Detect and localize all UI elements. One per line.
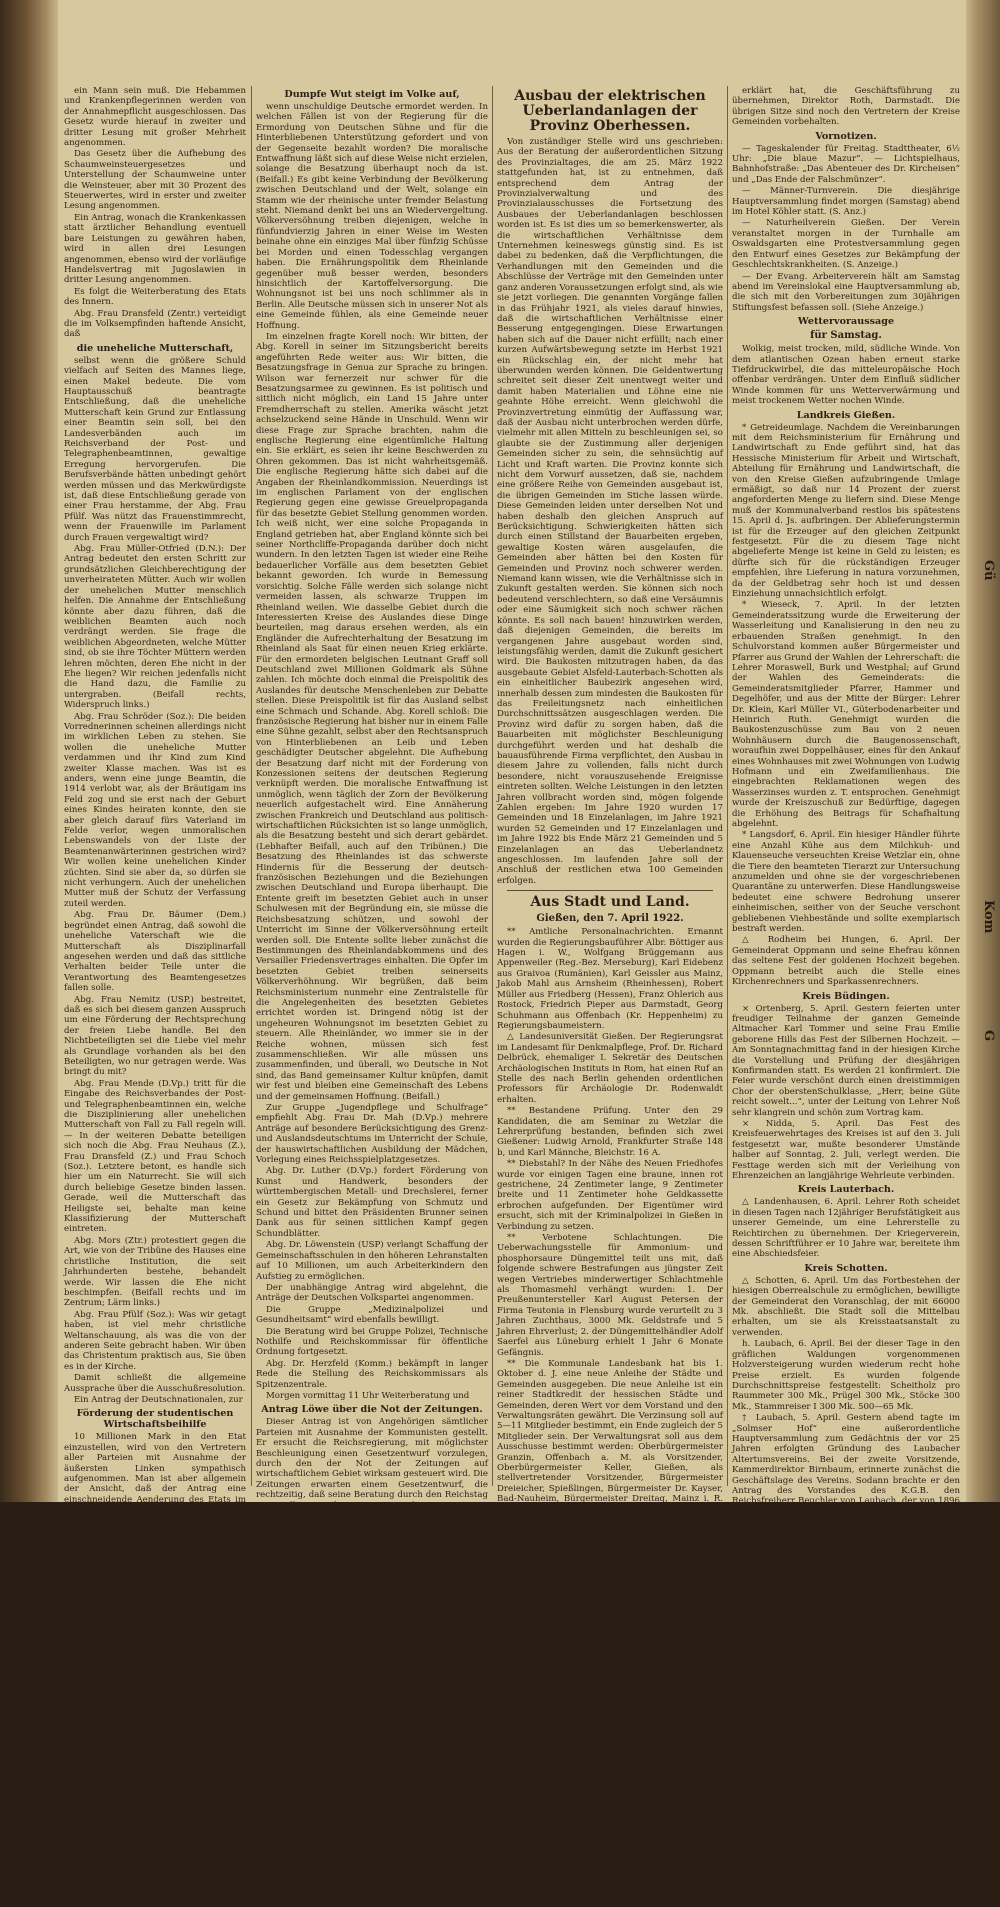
paragraph: Abg. Dr. Löwenstein (USP) verlangt Schaffung der Gemeinschaftsschulen in den höheren Lehranstalten auf 10 Millionen, um auch Arbeiterkindern den Aufstieg zu ermöglichen. — [256, 1240, 488, 1282]
subheading: Antrag Löwe über die Not der Zeitungen. — [261, 1404, 483, 1416]
paragraph: Ein Antrag der Deutschnationalen, zur — [74, 1394, 243, 1405]
paragraph: Abg. Koch-Weser (Dem.) befürwortet eine Entschließung wegen Errichtung eines Hochhauses in Berlin zur Unterbringung der hauptsächlichsten Regierungsstellen. Diese Entschließung wird angenommen, ebenso eine solche, über Vorlegung eines Lehrerbildungsgesetzes. — [64, 1527, 246, 1610]
column-1 — [64, 86, 246, 1907]
paragraph: — Naturheilverein Gießen. Der Verein veranstaltet morgen in der Turnhalle am Oswaldsgarten eine Protestversammlung gegen den Entwurf eines Gesetzes zur Bekämpfung der Geschlechtskrankheiten. (S. Anzeige.) — [732, 218, 960, 271]
paragraph: ** Amtliche Personalnachrichten. Ernannt wurden die Regierungsbauführer Albr. Böttiger aus Hagen i. W., Wolfgang Brüggemann aus Appenweiler (Reg.-Bez. Merseburg), Karl Eidebenz aus Graivoa (Rumänien), Karl Geissler aus Mainz, Jakob Mahl aus Arnsheim (Rheinhessen), Robert Müller aus Friedberg (Hessen), Franz Ohlerich aus Rostock, Friedrich Pieper aus Darmstadt, Georg Schuhmann aus Offenbach (Kr. Heppenheim) zu Regierungsbaumeistern. — [497, 927, 723, 1031]
paragraph: Abg. Dr. Luther (D.Vp.) fordert Förderung von Kunst und Handwerk, besonders der württembergischen Metall- und Drechslerei, ferner ein Gesetz zur Bekämpfung von Schmutz und Schund und bittet den Präsidenten Brunner seinen Dank aus für seinen sittlichen Kampf gegen Schundblätter. — [256, 1166, 488, 1239]
paragraph: Im einzelnen fragte Korell noch: Wir bitten, der Abg. Korell in seiner im Sitzungsbericht bereits angeführten Rede weiter aus: Wir bitten, die Besatzungsfrage in Genua zur Sprache zu bringen. Wilson war fernerzeit nur schwer für die Besatzungsarmee zu gewinnen. Es ist politisch und sittlich nicht möglich, ein Land 15 Jahre unter Fremdherrschaft zu stellen. Amerika wäscht jetzt achselzuckend seine Hände in Unschuld. Wenn wir diese Frage zur Sprache brachten, nahm die englische Regierung eine eigentümliche Haltung ein. Sie erklärt, es seien ihr keine Beschwerden zu Ohren gekommen. Das ist nicht wahrheitsgemäß. Die englische Regierung hätte sich dabei auf die Angaben der Rheinlandkommission. Neuerdings ist im englischen Parlament von der englischen Regierung gegen eine gewisse Greuelpropaganda für das besetzte Gebiet Stellung genommen worden. Ich weiß nicht, wer eine solche Propaganda in England getrieben hat, aber England könnte sich bei seiner Northcliffe-Propaganda darüber doch nicht wundern. In den letzten Tagen ist wieder eine Reihe bedauerlicher Vorfälle aus dem besetzten Gebiet bekannt geworden. Ich wurde in Bemessung vorsichtig. Solche Fälle werden sich solange nicht vermeiden lassen, als schwarze Truppen im Rheinland weilen. Wie dasselbe Gebiet durch die Interessierten Kreise des Auslandes diese Dinge beurteilen, mag daraus ersehen werden, als ein Engländer die Aufrechterhaltung der Besatzung im Rheinland als Saat für einen neuen Krieg erklärte. Für den ermordeten belgischen Leutnant Graff soll Deutschland zwei Millionen Goldmark als Sühne zahlen. Ich möchte doch einmal die Preispolitik des Auslandes für deutsche Menschenleben zur Debatte stellen. Diese Preispolitik ist für das Ausland selbst eine Schmach und Schande. Abg. Korell schloß: Die französische Regierung hat bisher nur in einem Falle eine Sühne gezahlt, selbst aber den Rechtsanspruch von Hinterbliebenen an Leib und Leben geschädigter Deutscher abgelehnt. Die Aufhebung der Besatzung darf nicht mit der Forderung von Konzessionen seitens der deutschen Regierung verknüpft werden. Die moralische Entwaffnung ist unmöglich, wenn täglich der Zorn der Bevölkerung neuerlich aufgestachelt wird. Eine Annäherung zwischen Frankreich und Deutschland aus politisch-wirtschaftlichen Rücksichten ist so lange unmöglich, als die Besatzung besteht und sich derart gebärdet. (Lebhafter Beifall, auch auf den Tribünen.) Die Besatzung des Rheinlandes ist das schwerste Hindernis für die Besserung der deutsch-französischen Beziehungen und die Beziehungen zwischen Deutschland und Europa überhaupt. Die Entente greift im besetzten Gebiet auch in unser Schulwesen mit der Begründung ein, sie müsse die Reichsbesatzung schützen, und sowohl der Unterricht im Sinne der Völkerversöhnung erteilt werden soll. Die Entente sollte lieber zunächst die Bestimmungen des Rheinlandabkommens und des Versailler Friedensvertrages einhalten. Die Opfer im besetzten Gebiet treiben seinerseits Völkerverhöhnung. Wir begrüßen, daß beim Reichsministerium nunmehr eine Zentralstelle für die Angelegenheiten des besetzten Gebietes errichtet worden ist. Dringend nötig ist der ungeheuren Wohnungsnot im besetzten Gebiet zu steuern. Alle Rheinländer, wo immer sie in der Reiche wohnen, müssen sich fest zusammenschließen. Wir alle müssen uns zusammenfinden, und überall, wo Deutsche in Not sind, das Band gemeinsamer Kultur knüpfen, damit wir fest und bleiben eine Gemeinschaft des Lebens und der gemeinsamen Hoffnung. (Beifall.) — [256, 331, 488, 1102]
article-headline: Ausbau der elektrischen Ueberlandanlagen der Provinz Oberhessen. — [514, 88, 706, 134]
paragraph: Der demokratische Antrag, die Entscheidung über die höhere Beamtenqualifikation von Fall zu Fall zu treffen, wird dem Rechtsausschuß überwiesen. — [64, 1717, 246, 1769]
paragraph: × Ortenberg, 5. April. Gestern feierten unter freudiger Teilnahme der ganzen Gemeinde Altmacher Karl Tommer und seine Frau Emilie geborene Hills das Fest der Silbernen Hochzeit. — Am Sonntagnachmittag fand in der hiesigen Kirche die Vorstellung und Prüfung der diesjährigen Konfirmanden statt. Es werden 21 konfirmiert. Die Feier wurde verschönt durch einen dreistimmigen Chor der oberstenSchulklasse, „Herr, beine Güte reicht sowelt...“, unter der Leitung von Lehrer Noß sehr klangrein und schön zum Vortrag kam. — [732, 1003, 960, 1118]
paragraph: △ Landesuniversität Gießen. Der Regierungsrat im Landesamt für Denkmalpflege, Prof. Dr. Richard Delbrück, ehemaliger I. Sekretär des Deutschen Archäologischen Instituts in Rom, hat einen Ruf an Stelle des nach Berlin gehenden ordentlichen Professors für Archäologie Dr. Rodenwaldt erhalten. — [497, 1032, 723, 1105]
column-3 — [497, 86, 724, 1525]
paragraph: Von zuständiger Stelle wird uns geschrieben: Aus der Beratung der außerordentlichen Sitzung des Provinzialtages, die am 25. März 1922 stattgefunden hat, ist zu entnehmen, daß entsprechend dem Antrag der Provinzialverwaltung und des Provinzialausschusses die Fortsetzung des Ausbaues der Ueberlandanlagen beschlossen worden ist. Es ist dies um so bemerkenswerter, als die wirtschaftlichen Verhältnisse dem Unternehmen keineswegs günstig sind. Es ist dabei zu bedenken, daß die Verpflichtungen, die Verhandlungen mit den Gemeinden und die Abschlüsse der Verträge mit den Gemeinden unter ganz anderen Voraussetzungen erfolgt sind, als wie sie jetzt vorliegen. Die genannten Vorgänge fallen in das Frühjahr 1921, als vieles darauf hinwies, daß die wirtschaftlichen Verhältnisse einer Besserung entgegengingen. Diese Erwartungen haben sich auf die Dauer nicht erfüllt; nach einer kurzen Aufwärtsbewegung setzte im Herbst 1921 ein Rückschlag ein, der nicht mehr hat überwunden werden können. Die Geldentwertung schreitet seit dieser Zeit unentwegt weiter und damit haben Materialien und Löhne eine nie geahnte Höhe erreicht. Wenn gleichwohl die Provinzvertretung einmütig der Auffassung war, daß der Ausbau nicht unterbrochen werden dürfe, vielmehr mit allen Mitteln zu beschleunigen sei, so glaubte sie der Zustimmung aller derjenigen Gemeinden sicher zu sein, die sehnsüchtig auf Licht und Kraft warten. Die Provinz konnte sich nicht dem Vorwurf aussetzen, daß sie, nachdem eine größere Reihe von Gemeinden ausgebaut ist, die übrigen Gemeinden im Stiche lassen würde. Diese Gemeinden leiden unter derselben Not und haben deshalb den gleichen Anspruch auf Berücksichtigung. Schwierigkeiten hätten sich durch einen Stillstand der Bauarbeiten ergeben, gewaltige Kosten wären ausgelaufen, die Gemeinden aber hätten bei den Kosten für Gemeinden und Provinz noch schwerer werden. Niemand kann wissen, wie die Verhältnisse sich in Zukunft gestalten werden. Sie können sich noch bedeutend verschlechtern, so daß eine Versäumnis oder eine Säumigkeit sich noch schwer rächen könnte. Es soll nach bauen! hinzuwirken werden, daß diejenigen Gemeinden, die bereits im vergangenen Jahre ausgebaut worden sind, leistungsfähig werden, damit die Zukunft gesichert wird. Die Baukosten mitzutragen haben, da das ausgebaute Gebiet Alsfeld-Lauterbach-Schotten als ein einheitlicher Baubezirk angesehen wird, innerhalb dessen zum mindesten die Baukosten für das Freileitungsnetz nach einheitlichen Durchschnittssätzen ausgeschlagen werden. Die Provinz wird dafür zu sorgen haben, daß die Bauarbeiten mit möglichster Beschleunigung durchgeführt werden und hat deshalb die bauausführende Firma verpflichtet, den Ausbau in diesem Jahre zu vollenden, falls nicht durch besondere, nicht vorauszusehende Ereignisse eintreten sollten. Welche Leistungen in den letzten Jahren vollbracht worden sind, mögen folgende Zahlen ergeben: Im Jahre 1920 wurden 17 Gemeinden und 18 Einzelanlagen, im Jahre 1921 wurden 52 Gemeinden und 17 Einzelanlagen und im Jahre 1922 bis Ende März 21 Gemeinden und 5 Einzelanlagen an das Ueberlandnetz angeschlossen. Im laufenden Jahre soll der Anschluß der restlichen etwa 100 Gemeinden erfolgen. — [497, 137, 723, 886]
subheading: Förderung der studentischen Wirtschaftsbeihilfe — [76, 1408, 234, 1431]
section-headline: Aus Stadt und Land. — [530, 894, 690, 911]
paragraph: wenn unschuldige Deutsche ermordet werden. In welchen Fällen ist von der Regierung für die Ermordung von Deutschen Sühne und für die Hinterbliebenen Unterstützung gefordert und von der Gegenseite bezahlt worden? Die moralische Entwaffnung läßt sich auf diese Weise nicht erzielen, solange die Besatzung überhaupt noch da ist. (Beifall.) Es gibt keine Verbindung der Bevölkerung zwischen Deutschland und der Welt, solange ein Stamm wie der rheinische unter fremder Belastung steht. Niemand denkt bei uns an Wiedervergeltung. Völkerversöhnung treiben diejenigen, welche in fünfundvierzig Jahren in einer Weise im Westen beinahe ohne ein einziges Mal über fünfzig Schüsse bei Morden und einen Todesschlag vergangen haben. Die Ernährungspolitik dem Rheinlande gegenüber muß besser werden, besonders hinsichtlich der Kartoffelversorgung. Die Wohnungsnot ist bei uns noch schlimmer als in Berlin. Alle Deutsche müssen sich in unserer Not als eine Gemeinde fühlen, als eine Gemeinde neuer Hoffnung. — [256, 102, 488, 331]
subheading: Vornotizen. — [815, 130, 877, 142]
paragraph: △ Rodheim bei Hungen, 6. April. Der Gemeinderat Oppmann und seine Ehefrau können das seltene Fest der goldenen Hochzeit begehen. Oppmann betreibt auch die Stelle eines Kirchenrechners und Sparkassenrechners. — [732, 935, 960, 988]
paragraph: Ein Antrag, wonach die Krankenkassen statt ärztlicher Behandlung eventuell bare Leistungen zu gewähren haben, wird in allen drei Lesungen angenommen, ebenso wird der vorläufige Handelsvertrag mit Jugoslawien in dritter Lesung angenommen. — [64, 212, 246, 286]
paragraph: — Der Evang. Arbeiterverein hält am Samstag abend im Vereinslokal eine Hauptversammlung ab, die sich mit den Vorbereitungen zum 30jährigen Stiftungsfest befassen soll. (Siehe Anzeige.) — [732, 271, 960, 313]
paragraph: — Tageskalender für Freitag. Stadttheater, 6½ Uhr: „Die blaue Mazur“. — Lichtspielhaus, Bahnhofstraße: „Das Abenteuer des Dr. Kircheisen“ und „Das Ende der Falschmünzer“. — [732, 143, 960, 185]
column-rule — [492, 86, 493, 1486]
paragraph: 10 Millionen Mark in den Etat einzustellen, wird von den Vertretern aller Parteien mit Ausnahme der äußersten Linken sympathisch aufgenommen. Man ist aber allgemein der Ansicht, daß der Antrag eine einschneidende Aenderung des Etats im letzten Moment bedeute und somit hier nicht erfüllt werden könne. — [64, 1432, 246, 1526]
paragraph: Beim Kapitel „Besetzte Gebiete“ führt der Abg. Korell (Dem.) aus: Es ist eine politische und sittliche Unmöglichkeit, ein Land wie das Rheinland 15 Jahre unter fremder Willkürherrschaft zu halten. Es zeigt sich da die völlige Abhängigkeit der englischen von der französischen Politik. — [64, 1823, 246, 1907]
paragraph: Die Beratung wird bei Gruppe Polizei, Technische Nothilfe und Reichskommissar für öffentliche Ordnung fortgesetzt. — [256, 1326, 488, 1358]
paragraph: ** Bestandene Prüfung. Unter den 29 Kandidaten, die am Seminar zu Wetzlar die Lehrerprüfung bestanden, befinden sich zwei Gießener: Ludwig Arnold, Frankfurter Straße 148 b, und Karl Männche, Bleichstr. 16 A. — [497, 1106, 723, 1158]
paragraph: * Getreideumlage. Nachdem die Vereinbarungen mit dem Reichsministerium für Ernährung und Landwirtschaft zu Ende geführt sind, hat das Hessische Ministerium für Arbeit und Wirtschaft, Abteilung für Ernährung und Landwirtschaft, die von den Kreise Gießen aufzubringende Umlage ermäßigt, so daß nur 14 Prozent der zuerst angeforderten Menge zu liefern sind. Diese Menge muß der Kommunalverband restlos bis spätestens 15. April d. Js. aufbringen. Der Ablieferungstermin ist für die Erzeuger auf den gleichen Zeitpunkt festgesetzt. Für die zu diesem Tage nicht abgelieferte Menge ist keine in Geld zu leisten; es dürfte sich für die rückständigen Erzeuger empfehlen, ihre Lieferung in natura vorzunehmen, da der Geldbetrag sehr hoch ist und dessen Einziehung unnachsichtlich erfolgt. — [732, 422, 960, 600]
column-4 — [732, 86, 960, 1538]
paragraph: ** Die Kommunale Landesbank hat bis 1. Oktober d. J. eine neue Anleihe der Städte und Gemeinden ausgegeben. Die neue Anleihe ist ein reiner Stadtkredit der hessischen Städte und Gemeinden, deren Wert vor dem Vorstand und den Verwaltungsräten gewährt. Die Verzinsung soll auf 5—11 Mitglieder bestimmt, ein Ende zugleich der 5 Mitglieder sein. Der Verwaltungsrat soll aus dem Ausschusse bestimmt werden: Oberbürgermeister Granzin, Offenbach a. M. als Vorsitzender, Oberbürgermeister Keller, Gießen, als stellvertretender Vorsitzender, Bürgermeister Dreieicher, Spießlingen, Bürgermeister Dr. Kayser, Bad-Nauheim, Bürgermeister Dreitag, Mainz i. R. Die noch fehlenden Glieder sollen gewählt und sind in der Verwaltung vertreten. — [497, 1358, 724, 1525]
paragraph: — Männer-Turnverein. Die diesjährige Hauptversammlung findet morgen (Samstag) abend im Hotel Köhler statt. (S. Anz.) — [732, 186, 960, 218]
paragraph: △ Landenhausen, 6. April. Lehrer Roth scheidet in diesen Tagen nach 12jähriger Berufstätigkeit aus unserer Gemeinde, um eine Lehrerstelle zu Reichtirchen zu übernehmen. Der Kriegerverein, dessen Schriftführer er 10 Jahre war, bereitete ihm eine Abschiedsfeier. — [732, 1197, 960, 1260]
paragraph: Abg. Frau Mende (D.Vp.) tritt für die Eingabe des Reichsverbandes der Post- und Telegraphenbeamtinnen ein, welche die Disziplinierung aller unehelichen Mutterschaft von Fall zu Fall regeln will. — In der weiteren Debatte beteiligen sich noch die Abg. Frau Neuhaus (Z.), Frau Dransfeld (Z.) und Frau Schoch (Soz.). Letztere betont, es handle sich hier um ein Naturrecht. Sie will sich durch beliebige Gesetze binden lassen. Gerade, weil die Mutterschaft das Heiligste sei, behalte man keine Klassifizierung der Mutterschaft eintreten. — [64, 1078, 246, 1235]
paragraph: Der unabhängige Antrag wird abgelehnt, die Anträge der Deutschen Volkspartei angenommen. — [256, 1282, 488, 1304]
paragraph: * Wieseck, 7. April. In der letzten Gemeinderatssitzung wurde die Erweiterung der Wasserleitung und Kanalisierung in den neu zu erbauenden Straßen genehmigt. In den Schulvorstand kommen außer Bürgermeister und Pfarrer aus Grund der Wahlen der Lehrerschaft: die Lehrer Moraswell, Burk und Westphal; auf Grund der Wahlen des Gemeinderats: die Gemeinderatsmitglieder Pfarrer, Hammer und Degelhöfer, und aus der Mitte der Bürger: Lehrer Dr. Klein, Karl Müller VI., Güterbodenarbeiter und Heinrich Ruth. Genehmigt wurden die Baukostenzuschüsse zum Bau von 2 neuen Wohnhäusern durch die Baugenossenschaft, woraufhin zwei Doppelhäuser, eines für den Ankauf eines Wohnhauses mit zwei Wohnungen von Ludwig Hofmann und ein Zweifamilienhaus. Die eingebrachten Reklamationen wegen des Wasserzinses wurden z. T. entsprochen. Genehmigt wurde der Kreiszuschuß zur Bedürftige, dagegen die Erhöhung des Beitrags für Schafhaltung abgelehnt. — [732, 600, 960, 829]
paragraph: Abg. Mors (Ztr.) protestiert gegen die Art, wie von der Tribüne des Hauses eine christliche Institution, die seit Jahrhunderten bestehe, behandelt werde. Wir lassen die Ehe nicht beschimpfen. (Beifall rechts und im Zentrum; Lärm links.) — [64, 1235, 246, 1309]
paragraph: × Nidda, 5. April. Das Fest des Kreisfeuerwehrtages des Kreises ist auf den 3. Juli festgesetzt war, mußte besonderer Umstände halber auf Sonntag, 2. Juli, verlegt werden. Die Festtage werden sich mit der Verleihung von Ehrenzeichen an langjährige Wehrleute verbinden. — [732, 1118, 960, 1181]
paragraph: Nachdem sodann das Gesetz über die Beseitigung der Schaumweinsteuer in dritter Lesung endgültig angenommen worden war, wird die Etatsberatung fortgesetzt. — [64, 1770, 246, 1822]
paragraph: ** Verbotene Schlachtungen. Die Ueberwachungsstelle für Ammonium- und phosphorsaure Düngemittel teilt uns mit, daß folgende schwere Bestrafungen aus jüngster Zeit wegen Vertriebes minderwertiger Schlachtmehle als Thomasmehl verhängt wurden: 1. Der Preußenuntersteller Karl August Petersen der Firma Teutonia in Flensburg wurde verurteilt zu 3 Jahren Zuchthaus, 3000 Mk. Geldstrafe und 5 Jahren Ehrverlust; 2. der Düngemittelhändler Adolf Saerfel aus Lüneburg erhielt 1 Jahr 6 Monate Gefängnis. — [497, 1233, 723, 1358]
paragraph: Das Gesetz über die Aufhebung des Schaumweinsteuergesetzes und Unterstellung der Schaumweine unter die Weinsteuer, aber mit 30 Prozent des Steuerwertes, wird in erster und zweiter Lesung angenommen. — [64, 149, 246, 212]
column-rule — [251, 86, 252, 1486]
paragraph: Es folgt die Weiterberatung des Etats des Innern. — [64, 286, 246, 308]
subheading: für Samstag. — [810, 330, 882, 342]
paragraph: Morgen vormittag 11 Uhr Weiterberatung und — [266, 1390, 470, 1401]
paragraph: † Laubach, 5. April. Gestern abend tagte im „Solmser Hof“ eine außerordentliche Hauptversammlung zum Gedächtnis der vor 25 Jahren erfolgten Gründung des Laubacher Altertumsvereins. Bei der zweite Vorsitzende, Kammerdirektor Birnbaum, erinnerte zunächst die Geschäftslage des Vereins. Sodann brachte er den Antrag des Vorstandes des K.G.B. den Reichsfreiherr Beuchler von Laubach, der von 1896 bis 1899 als zweiter, von 1900 bis heute als erster Vorsitzender gewirkt habe, zum Ehrenmitglied und Ehrenvorsitzenden zu — [732, 1413, 960, 1538]
paragraph: Der Antrag über die studentische Wirtschaftsbeihilfe wird abgelehnt, die Entschließung über baldige Schaffung einer Einheitsstenographie angenommen. — [64, 1611, 246, 1663]
subheading: Dumpfe Wut steigt im Volke auf, — [284, 89, 460, 100]
subheading: Kreis Büdingen. — [802, 990, 890, 1002]
paragraph: Abg. Frau Müller-Otfried (D.N.): Der Antrag bedeutet den ersten Schritt zur grundsätzlichen Gleichberechtigung der unverheirateten Mütter. Auch wir wollen der unehelichen Mutter menschlich helfen. Die Annahme der Entschließung könnte aber dazu führen, daß die weiblichen Beamten auch noch verdrängt werden. Sie frage die weiblichen Abgeordneten, welche Mütter sind, ob sie ihre Töchter Müttern werden lehren möchten, deren Ehe nicht in der Ehe liegen? Wir reichen jedenfalls nicht die Hand dazu, die Familie zu untergraben. (Beifall rechts, Widerspruch links.) — [64, 544, 246, 711]
paragraph: Abg. Frau Dransfeld (Zentr.) verteidigt die im Volksempfinden haftende Ansicht, daß — [64, 308, 246, 340]
edge-label: G — [981, 1030, 996, 1042]
section-divider — [507, 890, 713, 891]
subheading: Wettervoraussage — [797, 316, 895, 328]
subheading: Landkreis Gießen. — [796, 409, 896, 421]
paragraph: Die Entschließung, wonach uneheliche Mutterschaft kein Entlassungsgrund sein soll, wird unter lebhaften Pfuirufen der Linken mit 199 gegen 156 Stimmen bei zwei Stimmenthaltungen abgelehnt. — [64, 1664, 246, 1716]
dateline: Gießen, den 7. April 1922. — [536, 913, 684, 925]
paragraph: Abg. Frau Schröder (Soz.): Die beiden Vorrednerinnen scheinen allerdings nicht im wirklichen Leben zu stehen. Sie wollen die uneheliche Mutter verdammen und ihr Kind zum Kind zweiter Klasse machen. Was ist es anders, wenn eine junge Beamtin, die 1914 verlobt war, als der Bräutigam ins Feld zog und sie erst nach der Geburt eines Kindes heiraten konnte, den sie aber gleich darauf fürs Vaterland im Felde verlor, wegen unmoralischen Lebenswandels von der Liste der Beamtenanwärterinnen gestrichen wird? Wir wollen keine unehelichen Kinder züchten. Sind sie aber da, so dürfen sie nicht verhungern. Auch der unehelichen Mutter muß der Schutz der Verfassung zuteil werden. — [64, 711, 246, 909]
paragraph: Wolkig, meist trocken, mild, südliche Winde. Von dem atlantischen Ozean haben erneut starke Tiefdruckwirbel, die das mitteleuropäische Hoch offenbar verdrängen. Unter dem Einfluß südlicher Winde kommen für uns Wetterverwärmung und meist trockenem Wetter nochen Winde. — [732, 344, 960, 407]
book-binding-edge — [0, 0, 58, 1502]
column-rule — [727, 86, 728, 1486]
subheading: Kreis Schotten. — [804, 1262, 888, 1274]
adjacent-page-edge — [966, 0, 1000, 1502]
paragraph: Abg. Frau Pfülf (Soz.): Was wir getagt haben, ist viel mehr christliche Weltanschauung, als was die von der anderen Seite gebracht haben. Wir üben das Christentum praktisch aus, Sie üben es in der Kirche. — [64, 1309, 246, 1372]
subheading: Kreis Lauterbach. — [797, 1184, 895, 1196]
edge-label: Gü — [981, 560, 996, 581]
edge-label: Kom — [981, 900, 996, 934]
paragraph: Abg. Frau Dr. Bäumer (Dem.) begründet einen Antrag, daß sowohl die uneheliche Vaterschaft wie die Mutterschaft als Disziplinarfall angesehen werden und daß das sittliche Verhalten beider Teile unter die Verantwortung des Beamtengesetzes fallen solle. — [64, 910, 246, 994]
paragraph: Die Gruppe „Medizinalpolizei und Gesundheitsamt“ wird ebenfalls bewilligt. — [256, 1304, 488, 1326]
paragraph: Abg. Dr. Herzfeld (Komm.) bekämpft in langer Rede die Stellung des Reichskommissars als Spitzenzentrale. — [256, 1358, 488, 1390]
paragraph: Zur Gruppe „Jugendpflege und Schulfrage“ empfiehlt Abg. Frau Dr. Mah (D.Vp.) mehrere Anträge auf besondere Berücksichtigung des Grenz- und Auslandsdeutschtums im Unterricht der Schule, der hauswirtschaftlichen Ausbildung der Mädchen, Vorlegung eines Reichsspielplatzgesetzes. — [256, 1103, 488, 1166]
subheading: die uneheliche Mutterschaft, — [76, 342, 234, 354]
paragraph: Abg. Frau Nemitz (USP.) bestreitet, daß es sich bei diesem ganzen Ausspruch um eine Förderung der Rechtsprechung der freien Liebe handle. Bei den Nichtbeteiligten sei die Liebe viel mehr als Grundlage vorhanden als bei den Beteiligten, wo nur getragen werde. Was bringt du mit? — [64, 994, 246, 1078]
paragraph: Dieser Antrag ist von Angehörigen sämtlicher Parteien mit Ausnahme der Kommunisten gestellt. Er ersucht die Reichsregierung, mit möglichster Beschleunigung einen Gesetzentwurf vorzulegen, durch den der Not der Zeitungen auf wirtschaftlichem Gebiet wirksam gesteuert wird. Die Zeitungen erwarten einem Gesetzentwurf, die rechtzeitig, daß seine Beratung durch den Reichstag unmittelbar nach seinem Wiederzusammentritt begonnen werden kann. — [256, 1417, 488, 1522]
paragraph: △ Schotten, 6. April. Um das Fortbestehen der hiesigen Oberrealschule zu ermöglichen, bewilligte der Gemeinderat den Voranschlag, der mit 66000 Mk. abschließt. Die Stadt soll die Mittelbau erhalten, um sie als Kreisstaatsanstalt zu verwenden. — [732, 1275, 960, 1338]
paragraph: h. Laubach, 6. April. Bei der dieser Tage in den gräflichen Waldungen vorgenommenen Holzversteigerung wurden wiederum recht hohe Preise erzielt. Es wurden folgende Durchschnittspreise festgestellt: Scheitholz pro Raummeter 300 Mk., Prügel 300 Mk., Stöcke 300 Mk., Stammreiser I 300 Mk. 500—65 Mk. — [732, 1339, 960, 1412]
paragraph: ** Diebstahl? In der Nähe des Neuen Friedhofes wurde vor einigen Tagen eine braune, innen rot gestrichene, 24 Zentimeter lange, 9 Zentimeter breite und 11 Zentimeter hohe Geldkassette erbrochen aufgefunden. Der Eigentümer wird ersucht, sich mit der Kriminalpolizei in Gießen in Verbindung zu setzen. — [497, 1159, 723, 1232]
paragraph: * Langsdorf, 6. April. Ein hiesiger Händler führte eine Anzahl Kühe aus dem Milchkuh- und Klauenseuche verseuchten Kreise Wetzlar ein, ohne die Tiere den beamteten Tierarzt zur Untersuchung anzumelden und ohne sie der vorgeschriebenen Quarantäne zu unterwerfen. Diese Handlungsweise bedeutet eine schwere Bedrohung unserer einheimischen, seither von der Seuche verschont gebliebenen Viehbestände und sollte exemplarisch bestraft werden. — [732, 830, 960, 935]
column-2 — [256, 86, 488, 1522]
paragraph: erklärt hat, die Geschäftsführung zu übernehmen, Direktor Roth, Darmstadt. Die übrigen Sitze sind noch den Vertretern der Kreise Gemeinden vorbehalten. — [732, 86, 960, 128]
paragraph: Damit schließt die allgemeine Aussprache über die Ausschußresolution. — [64, 1373, 246, 1394]
paragraph: ein Mann sein muß. Die Hebammen und Krankenpflegerinnen werden von der Annahmepflicht ausgeschlossen. Das Gesetz wurde hierauf in zweiter und dritter Lesung mit großer Mehrheit angenommen. — [64, 86, 246, 149]
paragraph: selbst wenn die größere Schuld vielfach auf Seiten des Mannes liege, einen Makel bedeute. Die vom Hauptausschuß beantragte Entschließung, daß die uneheliche Mutterschaft kein Grund zur Entlassung einer Beamtin sein soll, bei den Landesverbänden auch im Reichsverband der Post- und Telegraphenbeamtinnen, gewaltige Erregung hervorgerufen. Die Berufsverbände hätten unbedingt gehört werden müssen und das Merkwürdigste ist, daß diese Entschließung gerade von einer Frau herstamme, der Abg. Frau Pfülf. Was nützt das Frauenstimmrecht, wenn der Frauenwille im Parlament durch Frauen vergewaltigt wird? — [64, 355, 246, 543]
